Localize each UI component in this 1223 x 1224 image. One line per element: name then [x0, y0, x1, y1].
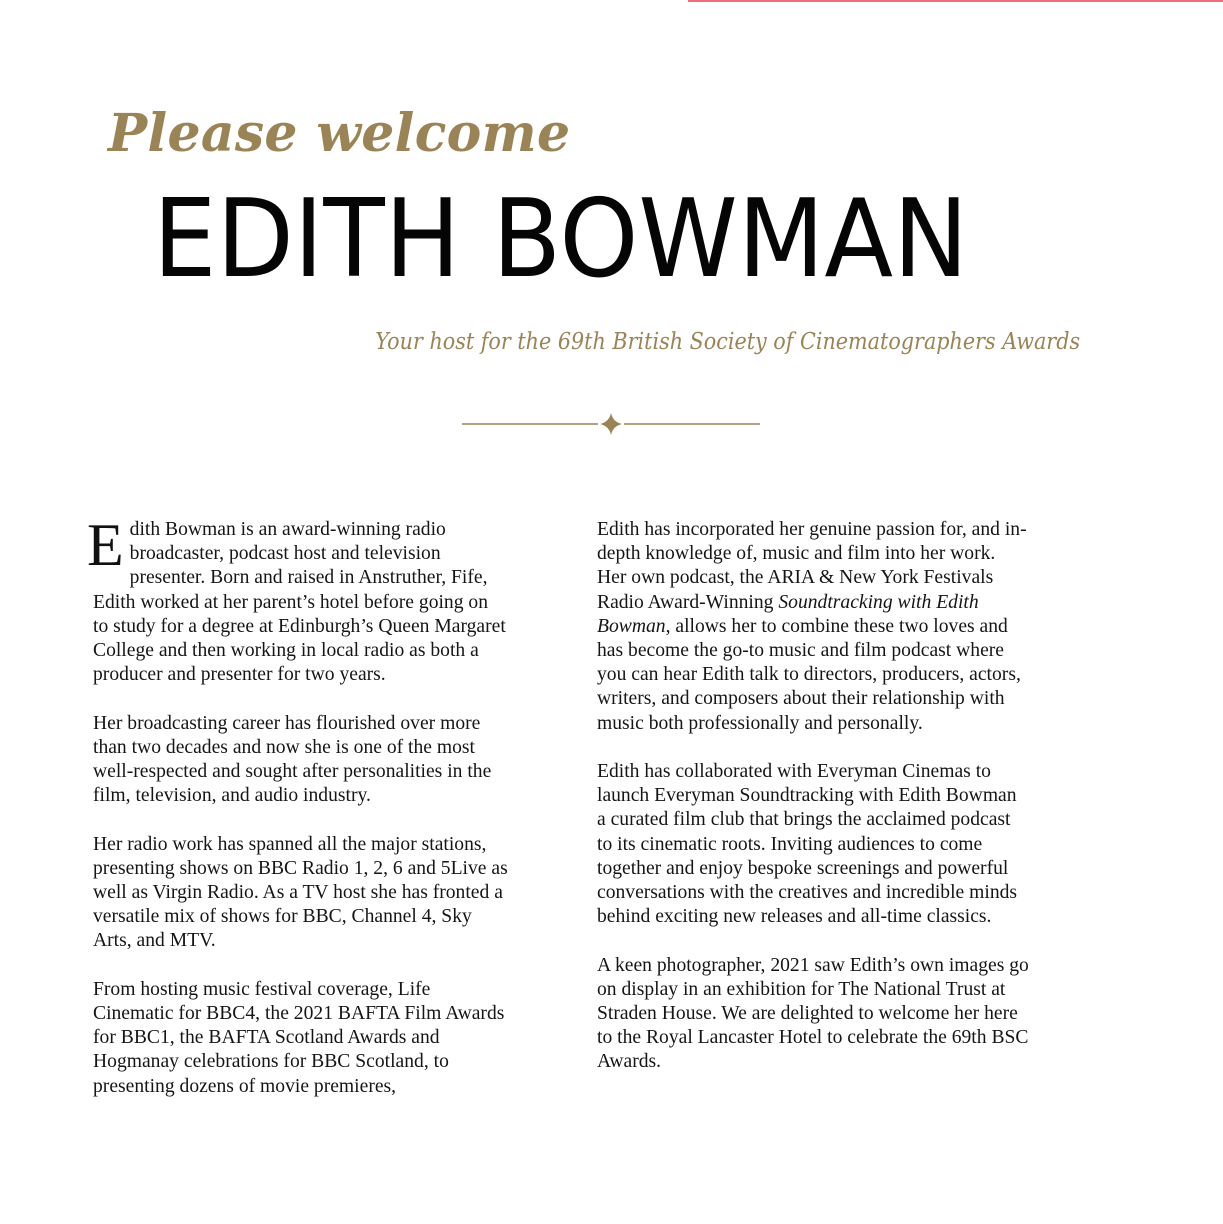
podcast-title: Soundtracking with Edith Bowman: [597, 591, 979, 637]
paragraph-intro: [87, 512, 508, 687]
paragraph-photography: A keen photographer, 2021 saw Edith’s own images go on display in an exhibition for The National Trust at Straden House. We are delighted to welcome her here to the Royal Lancaster Hotel to celebrate the 69th BSC Awards.: [597, 954, 1029, 1073]
paragraph-career: Her broadcasting career has flourished over more than two decades and now she is one of the most well-respected and sought after personalities in the film, television, and audio industry.: [93, 712, 492, 807]
paragraph-everyman: Edith has collaborated with Everyman Cinemas to launch Everyman Soundtracking with Edith Bowman a curated film club that brings the acclaimed podcast to its cinematic roots. Inviting audiences to come together and enjoy bespoke screenings and powerful conversations with the creatives and incredible minds behind exciting new releases and all-time classics.: [597, 761, 1018, 928]
paragraph-radio-work: Her radio work has spanned all the major stations, presenting shows on BBC Radio 1, 2, 6 and 5Live as well as Virgin Radio. As a TV host she has fronted a versatile mix of shows for BBC, Channel 4, Sky Arts, and MTV.: [93, 833, 508, 952]
subtitle: Your host for the 69th British Society of Cinematographers Awards: [375, 329, 1080, 355]
paragraph-podcast-text-1: Edith has incorporated her genuine passion for, and in-depth knowledge of, music and film into her work. Her own podcast, the ARIA & New York Festivals Radio Award-Winning: [597, 519, 1027, 613]
paragraph-podcast: [597, 518, 1029, 736]
ornamental-divider: [462, 410, 760, 438]
left-column: [87, 512, 508, 1123]
right-column: [597, 518, 1029, 1099]
paragraph-podcast-text-2: , allows her to combine these two loves and has become the go-to music and film podcast where you can hear Edith talk to directors, producers, actors, writers, and composers about their relationship with music both professionally and personally.: [597, 615, 1021, 734]
top-accent-rule: [688, 0, 1223, 2]
star-icon: [600, 413, 622, 435]
paragraph-hosting: From hosting music festival coverage, Life Cinematic for BBC4, the 2021 BAFTA Film Awards for BBC1, the BAFTA Scotland Awards and Hogmanay celebrations for BBC Scotland, to presenting dozens of movie premieres,: [93, 978, 505, 1097]
kicker-heading: Please welcome: [108, 103, 571, 164]
drop-cap: E: [87, 512, 124, 578]
paragraph-intro-text: dith Bowman is an award-winning radio broadcaster, podcast host and television presenter. Born and raised in Anstruther, Fife, Edith worked at her parent’s hotel before going on to study for a degree at Edinburgh’s Queen Margaret College and then working in local radio as both a producer and presenter for two years.: [93, 519, 506, 686]
page-title: EDITH BOWMAN: [153, 177, 969, 302]
